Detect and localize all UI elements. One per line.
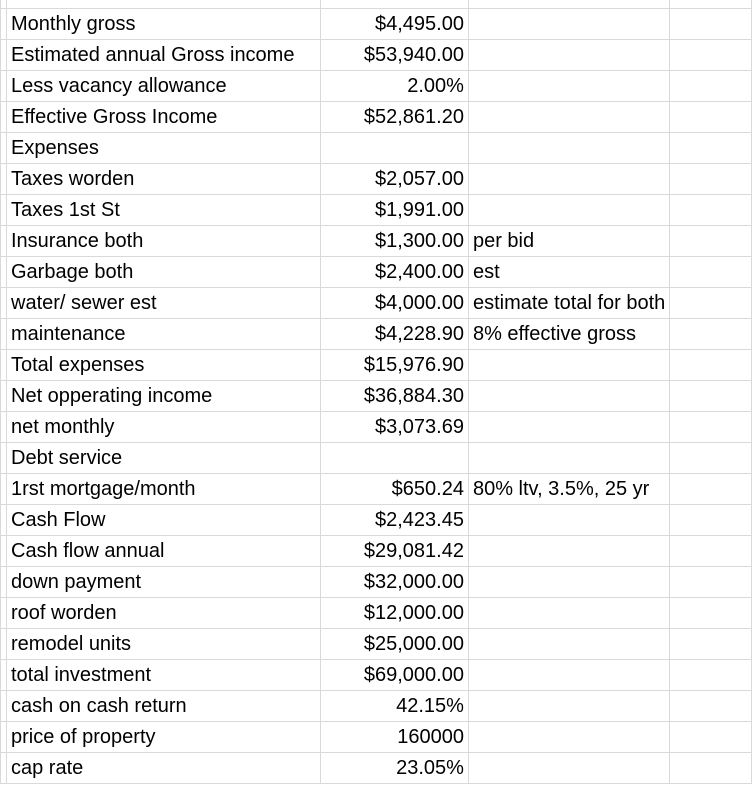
partial-row — [1, 0, 752, 9]
cell-value[interactable]: 23.05% — [321, 753, 469, 784]
cell-empty[interactable] — [670, 691, 752, 722]
table-row — [1, 753, 752, 784]
cell-note[interactable] — [468, 536, 669, 567]
cell-empty[interactable] — [670, 319, 752, 350]
cell-empty[interactable] — [670, 567, 752, 598]
cell-value[interactable] — [321, 0, 469, 9]
cell-note[interactable] — [468, 629, 669, 660]
cell-value[interactable]: $4,228.90 — [321, 319, 469, 350]
cell-note[interactable] — [468, 0, 669, 9]
cell-empty[interactable] — [670, 288, 752, 319]
cell-note[interactable] — [468, 195, 669, 226]
cell-value[interactable]: $12,000.00 — [321, 598, 469, 629]
cell-note[interactable] — [468, 350, 669, 381]
cell-label[interactable]: Cash Flow — [7, 505, 321, 536]
table-row — [1, 257, 752, 288]
spreadsheet-body — [1, 0, 752, 784]
table-row — [1, 598, 752, 629]
cell-label[interactable]: maintenance — [7, 319, 321, 350]
cell-value[interactable]: $25,000.00 — [321, 629, 469, 660]
cell-label[interactable]: Taxes 1st St — [7, 195, 321, 226]
cell-note[interactable] — [468, 102, 669, 133]
cell-label[interactable]: remodel units — [7, 629, 321, 660]
cell-empty[interactable] — [670, 226, 752, 257]
cell-value[interactable]: $36,884.30 — [321, 381, 469, 412]
table-row — [1, 288, 752, 319]
cell-value[interactable]: $2,423.45 — [321, 505, 469, 536]
cell-note[interactable]: per bid — [468, 226, 669, 257]
cell-empty[interactable] — [670, 257, 752, 288]
table-row — [1, 567, 752, 598]
table-row — [1, 40, 752, 71]
table-row — [1, 474, 752, 505]
cell-note[interactable]: estimate total for both — [468, 288, 669, 319]
table-row — [1, 133, 752, 164]
cell-value[interactable]: $2,400.00 — [321, 257, 469, 288]
cell-value[interactable]: $53,940.00 — [321, 40, 469, 71]
cell-label[interactable]: roof worden — [7, 598, 321, 629]
table-row — [1, 195, 752, 226]
cell-note[interactable] — [468, 164, 669, 195]
cell-label[interactable]: Total expenses — [7, 350, 321, 381]
cell-value[interactable]: 160000 — [321, 722, 469, 753]
table-row — [1, 660, 752, 691]
cell-empty[interactable] — [670, 381, 752, 412]
cell-label[interactable]: Debt service — [7, 443, 321, 474]
table-row — [1, 9, 752, 40]
cell-label[interactable]: Taxes worden — [7, 164, 321, 195]
cell-note[interactable] — [468, 691, 669, 722]
cell-label[interactable]: Garbage both — [7, 257, 321, 288]
cell-empty[interactable] — [670, 195, 752, 226]
cell-value[interactable]: 42.15% — [321, 691, 469, 722]
table-row — [1, 102, 752, 133]
cell-note[interactable] — [468, 381, 669, 412]
cell-label[interactable]: Less vacancy allowance — [7, 71, 321, 102]
cell-empty[interactable] — [670, 164, 752, 195]
cell-empty[interactable] — [670, 660, 752, 691]
cell-label[interactable]: Monthly gross — [7, 9, 321, 40]
cell-empty[interactable] — [670, 598, 752, 629]
cell-note[interactable] — [468, 753, 669, 784]
table-row — [1, 536, 752, 567]
cell-label[interactable]: total investment — [7, 660, 321, 691]
cell-empty[interactable] — [670, 474, 752, 505]
cell-value[interactable]: $69,000.00 — [321, 660, 469, 691]
cell-value[interactable]: $650.24 — [321, 474, 469, 505]
cell-label[interactable]: Net opperating income — [7, 381, 321, 412]
cell-value[interactable]: $29,081.42 — [321, 536, 469, 567]
cell-empty[interactable] — [670, 629, 752, 660]
cell-value[interactable]: $1,300.00 — [321, 226, 469, 257]
cell-label[interactable]: Effective Gross Income — [7, 102, 321, 133]
cell-empty[interactable] — [670, 0, 752, 9]
cell-label[interactable]: down payment — [7, 567, 321, 598]
cell-note[interactable] — [468, 505, 669, 536]
cell-note[interactable] — [468, 443, 669, 474]
table-row — [1, 381, 752, 412]
cell-empty[interactable] — [670, 443, 752, 474]
cell-note[interactable] — [468, 133, 669, 164]
table-row — [1, 691, 752, 722]
table-row — [1, 443, 752, 474]
cell-value[interactable]: $32,000.00 — [321, 567, 469, 598]
cell-note[interactable] — [468, 660, 669, 691]
cell-empty[interactable] — [670, 40, 752, 71]
cell-note[interactable] — [468, 598, 669, 629]
cell-empty[interactable] — [670, 412, 752, 443]
cell-value[interactable]: 2.00% — [321, 71, 469, 102]
cell-label[interactable]: price of property — [7, 722, 321, 753]
cell-label[interactable] — [7, 0, 321, 9]
cell-value[interactable]: $3,073.69 — [321, 412, 469, 443]
table-row — [1, 722, 752, 753]
cell-value[interactable]: $2,057.00 — [321, 164, 469, 195]
cell-note[interactable] — [468, 71, 669, 102]
cell-label[interactable]: cap rate — [7, 753, 321, 784]
cell-value[interactable] — [321, 133, 469, 164]
cell-empty[interactable] — [670, 536, 752, 567]
table-row — [1, 71, 752, 102]
table-row — [1, 319, 752, 350]
cell-value[interactable]: $4,495.00 — [321, 9, 469, 40]
cell-value[interactable] — [321, 443, 469, 474]
cell-value[interactable]: $4,000.00 — [321, 288, 469, 319]
cell-value[interactable]: $15,976.90 — [321, 350, 469, 381]
cell-label[interactable]: water/ sewer est — [7, 288, 321, 319]
table-row — [1, 412, 752, 443]
table-row — [1, 226, 752, 257]
table-row — [1, 505, 752, 536]
cell-empty[interactable] — [670, 350, 752, 381]
cell-label[interactable]: net monthly — [7, 412, 321, 443]
cell-empty[interactable] — [670, 71, 752, 102]
cell-label[interactable]: 1rst mortgage/month — [7, 474, 321, 505]
cell-empty[interactable] — [670, 133, 752, 164]
cell-label[interactable]: Expenses — [7, 133, 321, 164]
cell-note[interactable] — [468, 40, 669, 71]
cell-label[interactable]: Estimated annual Gross income — [7, 40, 321, 71]
table-row — [1, 629, 752, 660]
table-row — [1, 164, 752, 195]
cell-empty[interactable] — [670, 722, 752, 753]
cell-label[interactable]: Insurance both — [7, 226, 321, 257]
cell-empty[interactable] — [670, 753, 752, 784]
cell-note[interactable]: 8% effective gross — [468, 319, 669, 350]
cell-empty[interactable] — [670, 9, 752, 40]
cell-note[interactable] — [468, 9, 669, 40]
cell-note[interactable] — [468, 567, 669, 598]
cell-label[interactable]: Cash flow annual — [7, 536, 321, 567]
cell-note[interactable]: est — [468, 257, 669, 288]
cell-empty[interactable] — [670, 102, 752, 133]
cell-label[interactable]: cash on cash return — [7, 691, 321, 722]
cell-note[interactable] — [468, 412, 669, 443]
cell-value[interactable]: $1,991.00 — [321, 195, 469, 226]
cell-empty[interactable] — [670, 505, 752, 536]
cell-note[interactable] — [468, 722, 669, 753]
table-row — [1, 350, 752, 381]
cell-value[interactable]: $52,861.20 — [321, 102, 469, 133]
cell-note[interactable]: 80% ltv, 3.5%, 25 yr — [468, 474, 669, 505]
